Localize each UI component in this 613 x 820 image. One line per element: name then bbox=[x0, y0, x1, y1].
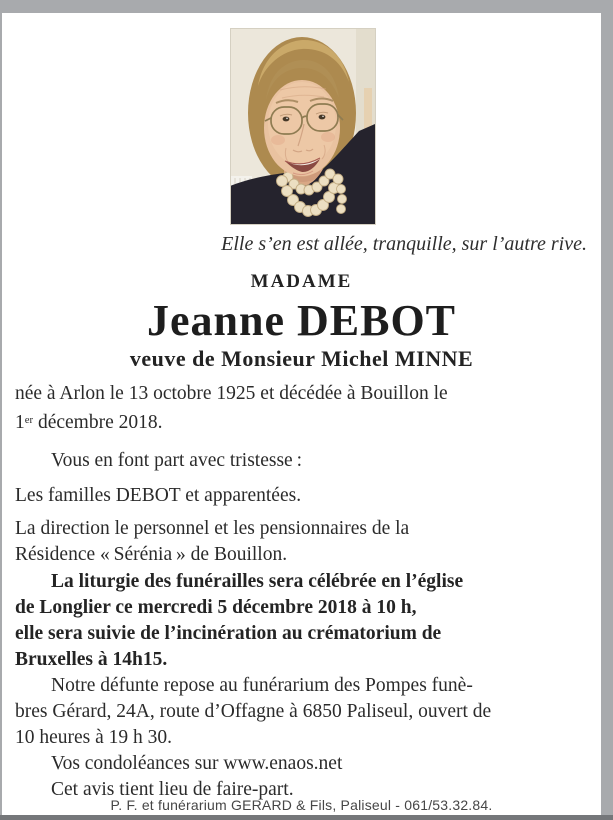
frame-band-right bbox=[601, 0, 613, 820]
date-number: 1 bbox=[15, 411, 25, 433]
funeral-service-paragraph bbox=[15, 569, 593, 673]
condolences-paragraph bbox=[15, 751, 593, 777]
text-line: de Longlier ce mercredi 5 décembre 2018 à 10 h, bbox=[15, 596, 417, 618]
notice-page bbox=[2, 13, 601, 815]
text-line: Notre défunte repose au funérarium des Pompes funè- bbox=[51, 674, 473, 696]
funeral-home-footer: P. F. et funérarium GERARD & Fils, Paliseul - 061/53.32.84. bbox=[110, 797, 493, 813]
ordinal-superscript: er bbox=[24, 414, 34, 426]
text-line: elle sera suivie de l’incinération au crématorium de bbox=[15, 622, 442, 644]
announcement-paragraph bbox=[15, 448, 593, 474]
title-madame: MADAME bbox=[250, 271, 353, 292]
text-line: Cet avis tient lieu de faire-part. bbox=[51, 778, 294, 800]
deceased-name: Jeanne DEBOT bbox=[146, 296, 457, 345]
text-line: Bruxelles à 14h15. bbox=[15, 648, 168, 670]
text-line: Les familles DEBOT et apparentées. bbox=[15, 484, 302, 506]
widow-line: veuve de Monsieur Michel MINNE bbox=[129, 346, 474, 371]
text-line: Vous en font part avec tristesse : bbox=[51, 449, 303, 471]
condolences-text: Vos condoléances sur bbox=[51, 752, 224, 774]
text-line: La direction le personnel et les pensionnaires de la bbox=[15, 517, 410, 539]
residence-paragraph bbox=[15, 516, 593, 568]
notice-body bbox=[15, 381, 593, 803]
text-line bbox=[15, 751, 593, 777]
date-rest: décembre 2018. bbox=[33, 411, 163, 433]
frame-band-bottom bbox=[0, 815, 613, 820]
text-line bbox=[15, 407, 593, 436]
families-paragraph bbox=[15, 483, 593, 509]
text-line: née à Arlon le 13 octobre 1925 et décédée à Bouillon le bbox=[15, 383, 448, 404]
frame-band-top bbox=[0, 0, 613, 13]
portrait-photo-graphic bbox=[230, 28, 376, 225]
portrait-photo bbox=[230, 28, 376, 225]
text-line: bres Gérard, 24A, route d’Offagne à 6850 Paliseul, ouvert de bbox=[15, 700, 492, 722]
condolences-url: www.enaos.net bbox=[223, 752, 343, 774]
birth-death-paragraph bbox=[15, 381, 593, 436]
repose-paragraph bbox=[15, 673, 593, 751]
text-line: 10 heures à 19 h 30. bbox=[15, 726, 173, 748]
text-line: La liturgie des funérailles sera célébrée en l’église bbox=[51, 570, 464, 592]
text-line: Résidence « Sérénia » de Bouillon. bbox=[15, 543, 288, 565]
farewell-quote: Elle s’en est allée, tranquille, sur l’autre rive. bbox=[221, 233, 587, 255]
